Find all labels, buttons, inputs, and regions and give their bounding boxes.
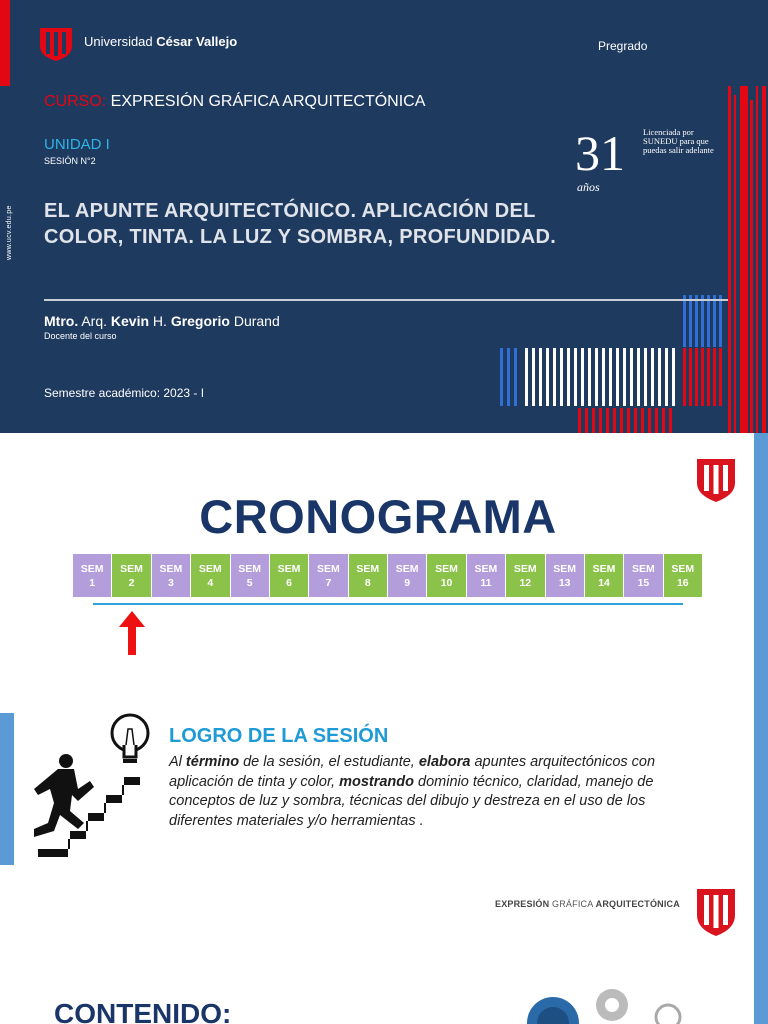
contenido-slide (0, 865, 768, 1024)
pregrado-label: Pregrado (598, 39, 648, 53)
week-label: SEM (671, 562, 695, 575)
week-number: 14 (598, 576, 610, 589)
week-number: 11 (480, 576, 492, 589)
week-cell (506, 554, 545, 597)
course-label: CURSO: (44, 93, 107, 110)
teacher-name: Mtro. Arq. Kevin H. Gregorio Durand (44, 313, 280, 329)
week-label: SEM (198, 562, 222, 575)
week-cell (270, 554, 309, 597)
website-url: www.ucv.edu.pe (6, 205, 13, 260)
week-label: SEM (513, 562, 537, 575)
week-label: SEM (632, 562, 655, 575)
years-number: 31 (575, 125, 625, 181)
ucv-shield-icon (695, 887, 737, 937)
sunedu-licensing: Licenciada por SUNEDU para que puedas salir adelante (643, 127, 714, 155)
goal-text: Al término de la sesión, el estudiante, elabora apuntes arquitectónicos con aplicación de tinta y color, mostrando dominio técnico, claridad, manejo de conceptos de luz y sombra, técnicas del dibujo y destreza en el uso de los diferentes materiales y/o herramientas . (169, 754, 656, 829)
cronograma-slide (0, 433, 768, 865)
course-name: EXPRESIÓN GRÁFICA ARQUITECTÓNICA (106, 93, 426, 110)
university-name: Universidad César Vallejo (84, 34, 238, 49)
week-cell (585, 554, 624, 597)
course-header: EXPRESIÓN GRÁFICA ARQUITECTÓNICA (495, 899, 680, 909)
academic-semester: Semestre académico: 2023 - I (44, 386, 205, 400)
week-number: 15 (637, 576, 650, 589)
cronograma-title: CRONOGRAMA (199, 490, 557, 543)
week-label: SEM (159, 562, 183, 575)
timeline-line (93, 603, 683, 605)
unit-label: UNIDAD I (44, 136, 110, 153)
cover-slide (0, 0, 768, 433)
week-number: 3 (168, 576, 174, 589)
years-word: años (577, 180, 600, 194)
week-cell (664, 554, 703, 597)
slide-edge (754, 433, 768, 865)
current-week-arrow-icon (119, 611, 145, 655)
week-label: SEM (553, 562, 577, 575)
week-number: 2 (128, 576, 135, 589)
week-cell (112, 554, 151, 597)
week-number: 13 (558, 576, 571, 589)
week-number: 1 (89, 576, 96, 589)
week-label: SEM (356, 562, 380, 575)
week-cell (546, 554, 585, 597)
week-number: 5 (246, 576, 253, 589)
week-cell (73, 554, 112, 597)
climbing-stairs-lightbulb-icon (28, 711, 156, 861)
contenido-title: CONTENIDO: (54, 998, 232, 1024)
week-label: SEM (120, 562, 143, 575)
week-number: 9 (404, 576, 411, 589)
week-label: SEM (80, 562, 104, 575)
week-cell (427, 554, 466, 597)
session-title: EL APUNTE ARQUITECTÓNICO. APLICACIÓN DEL COLOR, TINTA. LA LUZ Y SOMBRA, PROFUNDIDAD. (44, 200, 557, 248)
week-number: 4 (207, 576, 214, 589)
week-cell (624, 554, 663, 597)
week-number: 12 (519, 576, 532, 589)
week-cell (152, 554, 191, 597)
week-cell (231, 554, 270, 597)
week-cell (349, 554, 388, 597)
divider (44, 299, 728, 301)
week-number: 6 (286, 576, 292, 589)
week-number: 8 (364, 576, 371, 589)
week-label: SEM (474, 562, 498, 575)
week-label: SEM (277, 562, 301, 575)
slide-edge (754, 865, 768, 1024)
week-label: SEM (435, 562, 458, 575)
week-cell (388, 554, 427, 597)
gears-icon (520, 987, 700, 1024)
week-number: 16 (676, 576, 689, 589)
week-cell (467, 554, 506, 597)
goal-title: LOGRO DE LA SESIÓN (169, 725, 389, 747)
week-label: SEM (317, 562, 340, 575)
course-line (44, 93, 425, 111)
week-cell (191, 554, 230, 597)
week-number: 7 (325, 576, 332, 589)
ucv-logo-icon (38, 24, 74, 62)
week-label: SEM (592, 562, 616, 575)
week-label: SEM (395, 562, 419, 575)
week-label: SEM (238, 562, 262, 575)
week-number: 10 (440, 576, 453, 589)
week-timeline (73, 554, 703, 597)
week-cell (309, 554, 348, 597)
slide-edge-left (0, 713, 14, 865)
session-label: SESIÓN N°2 (44, 156, 96, 166)
teacher-role: Docente del curso (44, 331, 117, 341)
